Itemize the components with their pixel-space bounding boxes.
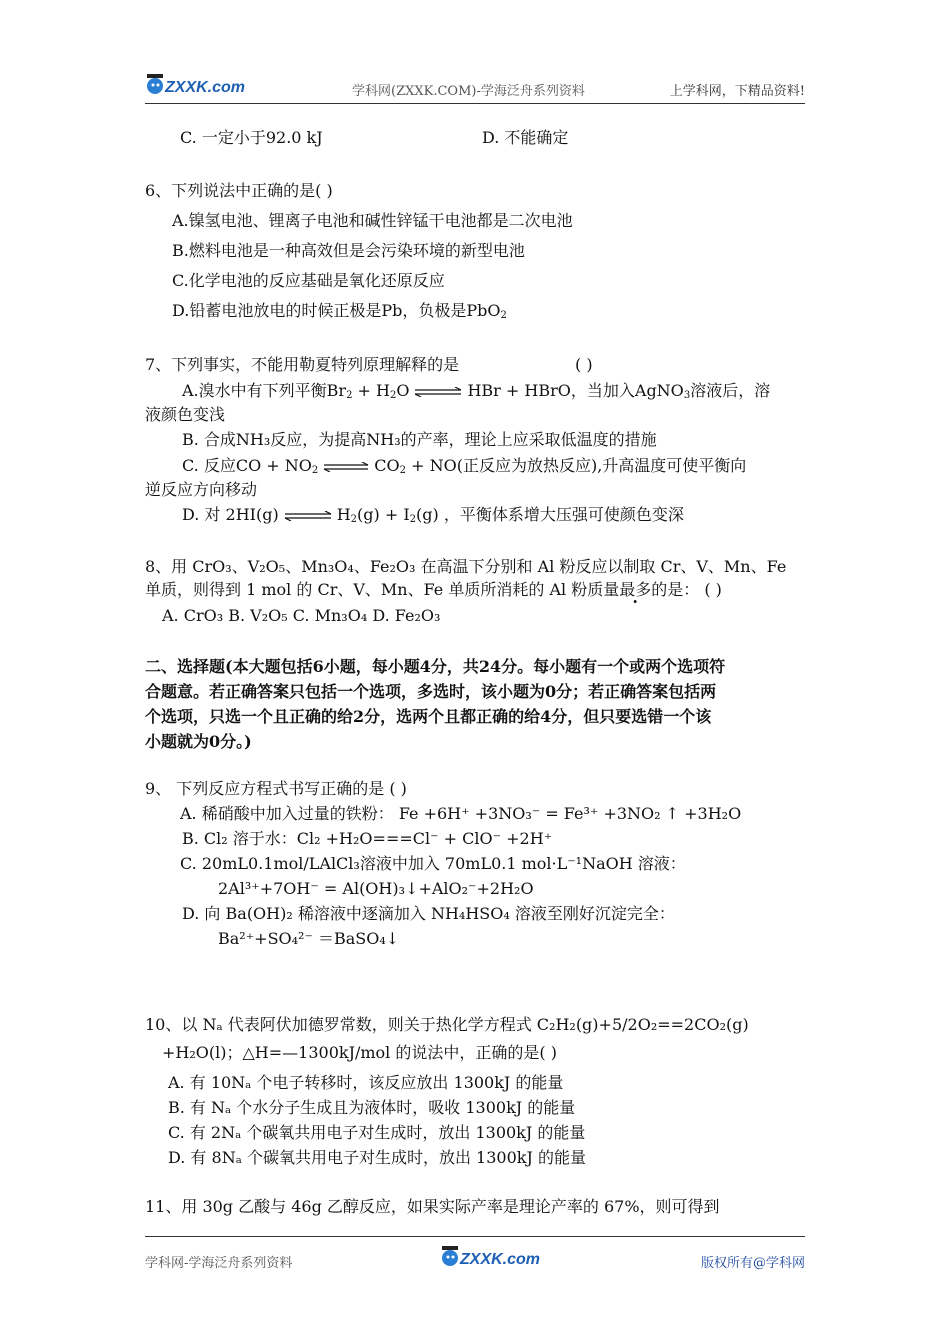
q6-option-d: D.铅蓄电池放电的时候正极是Pb，负极是PbO$_2$ bbox=[172, 301, 507, 321]
q9-stem: 9、 下列反应方程式书写正确的是 ( ) bbox=[145, 779, 407, 798]
svg-text:ZXXK.com: ZXXK.com bbox=[460, 1251, 541, 1268]
q7-option-d: D. 对 2HI(g) $H_2(g) + I_2(g)$ ，平衡体系增大压强可使颜色变深 bbox=[182, 505, 684, 525]
footer-divider bbox=[145, 1236, 805, 1237]
q7-option-c-cont: 逆反应方向移动 bbox=[145, 480, 258, 499]
equilibrium-arrow-icon bbox=[413, 387, 463, 397]
page-header bbox=[145, 68, 805, 102]
q7-answer-paren: ( ) bbox=[575, 355, 593, 374]
q9-option-a: A. 稀硝酸中加入过量的铁粉： Fe +6H⁺ +3NO₃⁻ = Fe³⁺ +3NO₂ ↑ +3H₂O bbox=[180, 804, 742, 823]
section2-instructions-line3: 个选项，只选一个且正确的给2分，选两个且都正确的给4分，但只要选错一个该 bbox=[145, 707, 712, 726]
q6-option-a: A.镍氢电池、锂离子电池和碱性锌锰干电池都是二次电池 bbox=[172, 211, 573, 230]
equilibrium-arrow-icon bbox=[322, 462, 370, 472]
section2-instructions-line4: 小题就为0分。) bbox=[145, 732, 252, 751]
header-divider bbox=[145, 103, 805, 104]
q5-option-d: D. 不能确定 bbox=[482, 128, 569, 147]
q9-option-d-equation: Ba²⁺+SO₄²⁻ ＝BaSO₄↓ bbox=[218, 929, 400, 948]
q10-option-d: D. 有 8Nₐ 个碳氧共用电子对生成时，放出 1300kJ 的能量 bbox=[168, 1148, 586, 1167]
q10-option-a: A. 有 10Nₐ 个电子转移时，该反应放出 1300kJ 的能量 bbox=[168, 1073, 564, 1092]
header-title: 学科网(ZXXK.COM)-学海泛舟系列资料 bbox=[352, 84, 585, 99]
q7-option-c: C. 反应CO + $NO_2$ $CO_2 + NO$(正反应为放热反应),升高温度可使平衡向 bbox=[182, 456, 747, 476]
q10-stem-line2: +H₂O(l)；△H=—1300kJ/mol 的说法中，正确的是( ) bbox=[162, 1043, 557, 1062]
zxxk-logo-icon bbox=[145, 68, 255, 98]
q10-stem-line1: 10、以 Nₐ 代表阿伏加德罗常数，则关于热化学方程式 C₂H₂(g)+5/2O₂==2CO₂(g) bbox=[145, 1015, 749, 1034]
q11-stem: 11、用 30g 乙酸与 46g 乙醇反应，如果实际产率是理论产率的 67%，则可得到 bbox=[145, 1197, 720, 1216]
q8-options: A. CrO₃ B. V₂O₅ C. Mn₃O₄ D. Fe₂O₃ bbox=[162, 606, 441, 625]
q8-stem-line2: 单质，则得到 1 mol 的 Cr、V、Mn、Fe 单质所消耗的 Al 粉质量最多的是： ( ) bbox=[145, 580, 722, 599]
q8-emphasis: 最多 bbox=[619, 580, 652, 599]
header-slogan: 上学科网，下精品资料! bbox=[669, 84, 805, 99]
section2-instructions-line2: 合题意。若正确答案只包括一个选项，多选时，该小题为0分；若正确答案包括两 bbox=[145, 682, 717, 701]
q5-option-c: C. 一定小于92.0 kJ bbox=[180, 128, 323, 147]
zxxk-footer-logo-icon bbox=[440, 1240, 550, 1270]
q9-option-d: D. 向 Ba(OH)₂ 稀溶液中逐滴加入 NH₄HSO₄ 溶液至刚好沉淀完全： bbox=[182, 904, 675, 923]
q10-option-c: C. 有 2Nₐ 个碳氧共用电子对生成时，放出 1300kJ 的能量 bbox=[168, 1123, 586, 1142]
section2-instructions-line1: 二、选择题(本大题包括6小题，每小题4分，共24分。每小题有一个或两个选项符 bbox=[145, 657, 726, 676]
q7-option-a: A.溴水中有下列平衡$Br_2 + H_2O$ HBr + HBrO，当加入AgNO$_3$溶液后，溶 bbox=[182, 381, 771, 401]
svg-text:ZXXK.com: ZXXK.com bbox=[165, 79, 246, 96]
q7-option-b: B. 合成NH₃反应，为提高NH₃的产率，理论上应采取低温度的措施 bbox=[182, 430, 657, 449]
footer-copyright-link[interactable]: 版权所有@学科网 bbox=[700, 1256, 805, 1271]
q9-option-c-equation: 2Al³⁺+7OH⁻ = Al(OH)₃↓+AlO₂⁻+2H₂O bbox=[218, 879, 534, 898]
q9-option-b: B. Cl₂ 溶于水：Cl₂ +H₂O===Cl⁻ + ClO⁻ +2H⁺ bbox=[182, 829, 553, 848]
q9-option-c: C. 20mL0.1mol/LAlCl₃溶液中加入 70mL0.1 mol·L⁻¹NaOH 溶液： bbox=[180, 854, 686, 873]
q6-option-b: B.燃料电池是一种高效但是会污染环境的新型电池 bbox=[172, 241, 525, 260]
q6-option-c: C.化学电池的反应基础是氧化还原反应 bbox=[172, 271, 445, 290]
equilibrium-arrow-icon bbox=[283, 511, 333, 521]
q6-stem: 6、下列说法中正确的是( ) bbox=[145, 181, 333, 200]
footer-series-title: 学科网-学海泛舟系列资料 bbox=[145, 1256, 293, 1271]
q10-option-b: B. 有 Nₐ 个水分子生成且为液体时，吸收 1300kJ 的能量 bbox=[168, 1098, 576, 1117]
q7-option-a-cont: 液颜色变浅 bbox=[145, 405, 226, 424]
q7-stem: 7、下列事实，不能用勒夏特列原理解释的是 bbox=[145, 355, 460, 374]
q8-stem-line1: 8、用 CrO₃、V₂O₅、Mn₃O₄、Fe₂O₃ 在高温下分别和 Al 粉反应以制取 Cr、V、Mn、Fe bbox=[145, 557, 787, 576]
